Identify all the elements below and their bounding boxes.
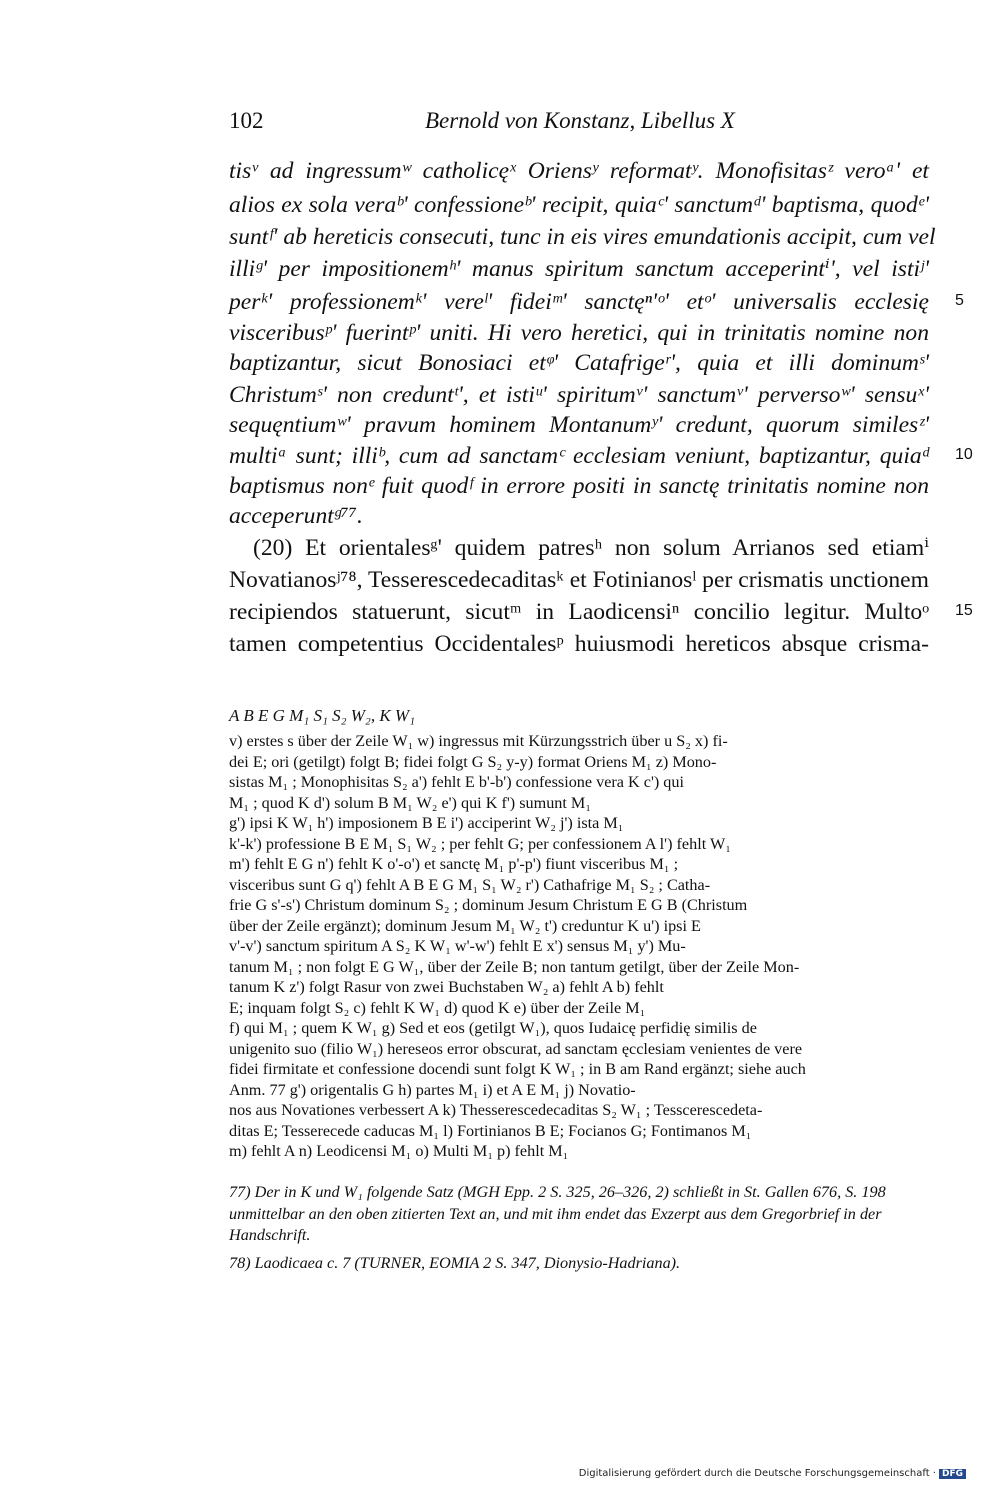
apparatus-line: frie G s'-s') Christum dominum S₂ ; dominum Jesum Christum E G B (Christum (229, 896, 748, 914)
apparatus-line: fidei firmitate et confessione docendi sunt folgt K W₁ ; in B am Rand ergänzt; siehe auch (229, 1060, 806, 1078)
apparatus-line: sistas M₁ ; Monophisitas S₂ a') fehlt E b'-b') confessione vera K c') qui (229, 773, 684, 791)
apparatus-line: M₁ ; quod K d') solum B M₁ W₂ e') qui K f') sumunt M₁ (229, 794, 591, 812)
text-line: suntᶠ' ab hereticis consecuti, tunc in eis vires emundationis accipit, cum vel (229, 224, 936, 250)
page-number: 102 (229, 108, 264, 133)
text-line: acceperuntᵍ⁷⁷. (229, 503, 363, 529)
line-number: 5 (955, 292, 964, 309)
apparatus-line: m) fehlt A n) Leodicensi M₁ o) Multi M₁ p) fehlt M₁ (229, 1142, 569, 1160)
text-line: baptismus nonᵉ fuit quodᶠ in errore positi in sanctę trinitatis nomine non (229, 473, 929, 499)
text-line: perᵏ' professionemᵏ' vereˡ' fideiᵐ' sanctęⁿ'ᵒ' etᵒ' universalis ecclesię (229, 289, 929, 315)
apparatus-line: nos aus Novationes verbessert A k) Thesserescedecaditas S₂ W₁ ; Tesscerescedeta- (229, 1101, 763, 1119)
text-line: recipiendos statuerunt, sicutᵐ in Laodicensiⁿ concilio legitur. Multoᵒ (229, 599, 929, 625)
apparatus-line: E; inquam folgt S₂ c) fehlt K W₁ d) quod K e) über der Zeile M₁ (229, 999, 646, 1017)
apparatus-line: tanum K z') folgt Rasur von zwei Buchstaben W₂ a) fehlt A b) fehlt (229, 978, 664, 996)
apparatus-line: über der Zeile ergänzt); dominum Jesum M₁ W₂ t') creduntur K u') ipsi E (229, 917, 701, 935)
apparatus-line: k'-k') professione B E M₁ S₁ W₂ ; per fehlt G; per confessionem A l') fehlt W₁ (229, 835, 731, 853)
text-line: tisᵛ ad ingressumʷ catholicęˣ Oriensʸ reformatʸ. Monofisitasᶻ veroᵃ' et (229, 158, 929, 184)
digitization-text: Digitalisierung gefördert durch die Deutsche Forschungsgemeinschaft · (578, 1468, 936, 1479)
text-line: (20) Et orientalesᵍ' quidem patresʰ non solum Arrianos sed etiamⁱ (253, 535, 929, 561)
apparatus-line: Anm. 77 g') origentalis G h) partes M₁ i) et A E M₁ j) Novatio- (229, 1081, 636, 1099)
text-line: baptizantur, sicut Bonosiaci etᵠ' Catafrigeʳ', quia et illi dominumˢ' (229, 350, 929, 376)
text-line: sequęntiumʷ' pravum hominem Montanumʸ' credunt, quorum similesᶻ' (229, 412, 929, 438)
text-line: illiᵍ' per impositionemʰ' manus spiritum sanctum acceperintⁱ', vel istiʲ' (229, 256, 929, 282)
text-line: alios ex sola veraᵇ' confessioneᵇ' recipit, quiaᶜ' sanctumᵈ' baptisma, quodᵉ' (229, 192, 929, 218)
text-line: visceribusᵖ' fuerintᵖ' uniti. Hi vero heretici, qui in trinitatis nomine non (229, 320, 929, 346)
apparatus-line: f) qui M₁ ; quem K W₁ g) Sed et eos (getilgt W₁), quos Iudaicę perfidię similis de (229, 1019, 757, 1037)
apparatus-line: visceribus sunt G q') fehlt A B E G M₁ S₁ W₂ r') Cathafrige M₁ S₂ ; Catha- (229, 876, 711, 894)
running-title: Bernold von Konstanz, Libellus X (425, 108, 735, 133)
text-line: multiᵃ sunt; illiᵇ, cum ad sanctamᶜ ecclesiam veniunt, baptizantur, quiaᵈ (229, 443, 929, 469)
footnote-78: 78) Laodicaea c. 7 (TURNER, EOMIA 2 S. 347, Dionysio-Hadriana). (229, 1254, 681, 1272)
line-number: 10 (955, 446, 973, 463)
text-line: Christumˢ' non creduntᵗ', et istiᵘ' spiritumᵛ' sanctumᵛ' perversoʷ' sensuˣ' (229, 382, 929, 408)
apparatus-line: dei E; ori (getilgt) folgt B; fidei folgt G S₂ y-y) format Oriens M₁ z) Mono- (229, 753, 717, 771)
apparatus-line: tanum M₁ ; non folgt E G W₁, über der Zeile B; non tantum getilgt, über der Zeile Mon- (229, 958, 800, 976)
apparatus-sigla: A B E G M₁ S₁ S₂ W₂, K W₁ (229, 706, 415, 725)
running-head (229, 108, 929, 142)
footnote-77: 77) Der in K und W₁ folgende Satz (MGH Epp. 2 S. 325, 26–326, 2) schließt in St. Gallen 676, S. 198 unmittelbar an den oben zitierten Text an, und mit ihm endet das Exzerpt aus dem Gregorbrief in der Handschrift. (229, 1183, 886, 1244)
apparatus-line: v'-v') sanctum spiritum A S₂ K W₁ w'-w') fehlt E x') sensus M₁ y') Mu- (229, 937, 686, 955)
digitization-credit (579, 1468, 966, 1479)
apparatus-line: g') ipsi K W₁ h') imposionem B E i') acciperint W₂ j') ista M₁ (229, 814, 624, 832)
apparatus-line: m') fehlt E G n') fehlt K o'-o') et sanctę M₁ p'-p') fiunt visceribus M₁ ; (229, 855, 679, 873)
line-number: 15 (955, 602, 973, 619)
apparatus-line: unigenito suo (filio W₁) hereseos error obscurat, ad sanctam ęcclesiam venientes de vere (229, 1040, 803, 1058)
dfg-logo: DFG (939, 1469, 966, 1479)
apparatus-line: v) erstes s über der Zeile W₁ w) ingressus mit Kürzungsstrich über u S₂ x) fi- (229, 732, 728, 750)
apparatus-line: ditas E; Tesserecede caducas M₁ l) Fortinianos B E; Focianos G; Fontimanos M₁ (229, 1122, 752, 1140)
text-line: Novatianosʲ⁷⁸, Tesserescedecaditasᵏ et Fotinianosˡ per crismatis unctionem (229, 567, 929, 593)
text-line: tamen competentius Occidentalesᵖ huiusmodi hereticos absque crisma- (229, 631, 929, 657)
